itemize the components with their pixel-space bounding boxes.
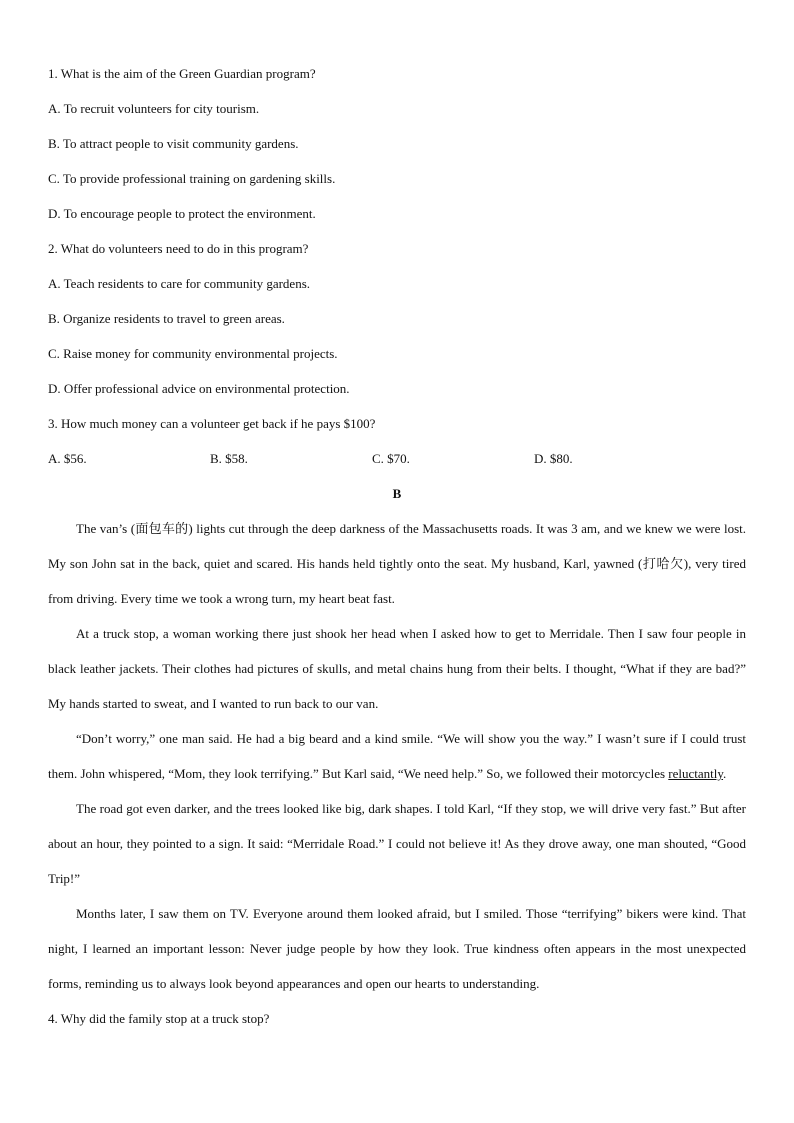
question-3-option-c: C. $70. (372, 451, 410, 466)
question-3-options (48, 441, 746, 476)
question-3-option-d: D. $80. (534, 451, 573, 466)
question-2-option-c: C. Raise money for community environmental projects. (48, 346, 338, 361)
question-1-option-c: C. To provide professional training on gardening skills. (48, 171, 336, 186)
question-1-option-b: B. To attract people to visit community gardens. (48, 136, 299, 151)
question-2-option-d: D. Offer professional advice on environmental protection. (48, 381, 350, 396)
document-page (48, 56, 746, 1036)
section-b-heading: B (392, 486, 402, 501)
passage-paragraph-4: The road got even darker, and the trees looked like big, dark shapes. I told Karl, “If they stop, we will drive very fast.” But after about an hour, they pointed to a sign. It said: “Merridale Road.” I could not believe it! As they drove away, one man shouted, “Good Trip!” (48, 801, 746, 886)
question-3-option-a: A. $56. (48, 451, 87, 466)
passage-paragraph-1: The van’s (面包车的) lights cut through the deep darkness of the Massachusetts roads. It was 3 am, and we knew we were lost. My son John sat in the back, quiet and scared. His hands held tightly onto the seat. My husband, Karl, yawned (打哈欠), very tired from driving. Every time we took a wrong turn, my heart beat fast. (48, 521, 746, 606)
passage-paragraph-3-end: . (723, 766, 727, 781)
question-3-stem: 3. How much money can a volunteer get back if he pays $100? (48, 416, 376, 431)
question-2-stem: 2. What do volunteers need to do in this program? (48, 241, 309, 256)
question-1-option-d: D. To encourage people to protect the environment. (48, 206, 316, 221)
underlined-word: reluctantly (668, 766, 724, 781)
passage-paragraph-3 (48, 721, 746, 791)
passage-paragraph-3-text: “Don’t worry,” one man said. He had a big beard and a kind smile. “We will show you the way.” I wasn’t sure if I could trust them. John whispered, “Mom, they look terrifying.” But Karl said, “We need help.” So, we followed their motorcycles (48, 731, 746, 781)
passage-paragraph-2: At a truck stop, a woman working there just shook her head when I asked how to get to Merridale. Then I saw four people in black leather jackets. Their clothes had pictures of skulls, and metal chains hung from their belts. I thought, “What if they are bad?” My hands started to sweat, and I wanted to run back to our van. (48, 626, 746, 711)
question-4-stem: 4. Why did the family stop at a truck stop? (48, 1011, 270, 1026)
passage-paragraph-5: Months later, I saw them on TV. Everyone around them looked afraid, but I smiled. Those “terrifying” bikers were kind. That night, I learned an important lesson: Never judge people by how they look. True kindness often appears in the most unexpected forms, reminding us to always look beyond appearances and open our hearts to understanding. (48, 906, 746, 991)
question-1-option-a: A. To recruit volunteers for city tourism. (48, 101, 260, 116)
question-2-option-a: A. Teach residents to care for community gardens. (48, 276, 311, 291)
question-2-option-b: B. Organize residents to travel to green areas. (48, 311, 285, 326)
question-1-stem: 1. What is the aim of the Green Guardian program? (48, 66, 316, 81)
question-3-option-b: B. $58. (210, 451, 248, 466)
